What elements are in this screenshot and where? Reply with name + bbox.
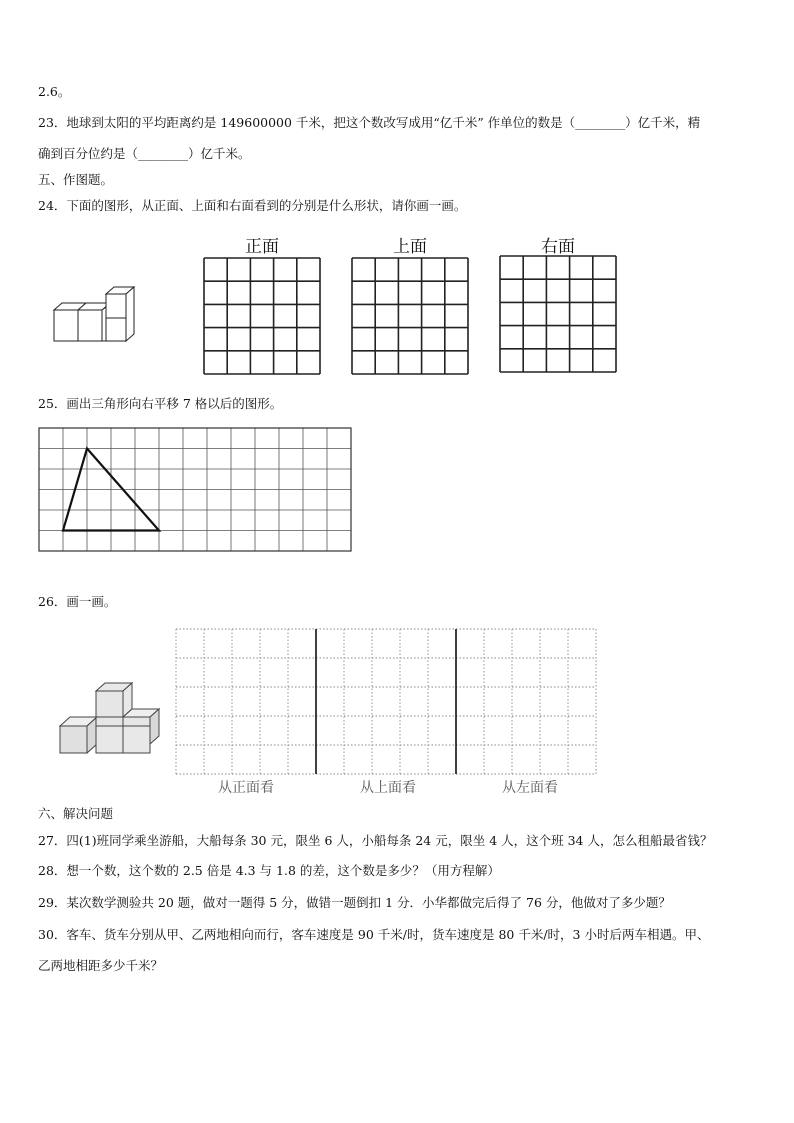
question-24: 24．下面的图形，从正面、上面和右面看到的分别是什么形状，请你画一画。 [38, 198, 467, 213]
question-25: 25．画出三角形向右平移 7 格以后的图形。 [38, 396, 283, 411]
question-30: 30．客车、货车分别从甲、乙两地相向而行，客车速度是 90 千米/时，货车速度是 80 千米/时，3 小时后两车相遇。甲、 [38, 927, 710, 942]
q26-label-left: 从左面看 [502, 780, 558, 796]
q24-label-right: 右面 [541, 237, 575, 257]
q25-grid [38, 427, 352, 577]
q24-grid-front [203, 257, 321, 375]
q24-cube-figure [52, 286, 136, 348]
q24-grid-top [351, 257, 469, 375]
question-28: 28．想一个数，这个数的 2.5 倍是 4.3 与 1.8 的差，这个数是多少？（用方程解） [38, 863, 500, 878]
section-5-title: 五、作图题。 [38, 172, 114, 187]
q24-grid-right [499, 255, 617, 373]
question-23: 23．地球到太阳的平均距离约是 149600000 千米，把这个数改写成用“亿千米” 作单位的数是（________）亿千米，精 [38, 115, 701, 130]
q26-grid [175, 628, 598, 774]
q26-label-front: 从正面看 [218, 780, 274, 796]
question-30-cont: 乙两地相距多少千米？ [38, 958, 164, 973]
question-26: 26．画一画。 [38, 594, 117, 609]
q26-label-top: 从上面看 [360, 780, 416, 796]
question-27: 27．四(1)班同学乘坐游船，大船每条 30 元，限坐 6 人，小船每条 24 元，限坐 4 人，这个班 34 人，怎么租船最省钱？ [38, 833, 713, 848]
q24-label-top: 上面 [393, 237, 427, 257]
q26-cube-figure [60, 682, 162, 754]
section-6-title: 六、解决问题 [38, 806, 114, 821]
question-29: 29．某次数学测验共 20 题，做对一题得 5 分，做错一题倒扣 1 分．小华都做完后得了 76 分，他做对了多少题？ [38, 895, 671, 910]
question-23-cont: 确到百分位约是（________）亿千米。 [38, 146, 251, 161]
q24-label-front: 正面 [245, 237, 279, 257]
text-line: 2.6。 [38, 84, 71, 99]
